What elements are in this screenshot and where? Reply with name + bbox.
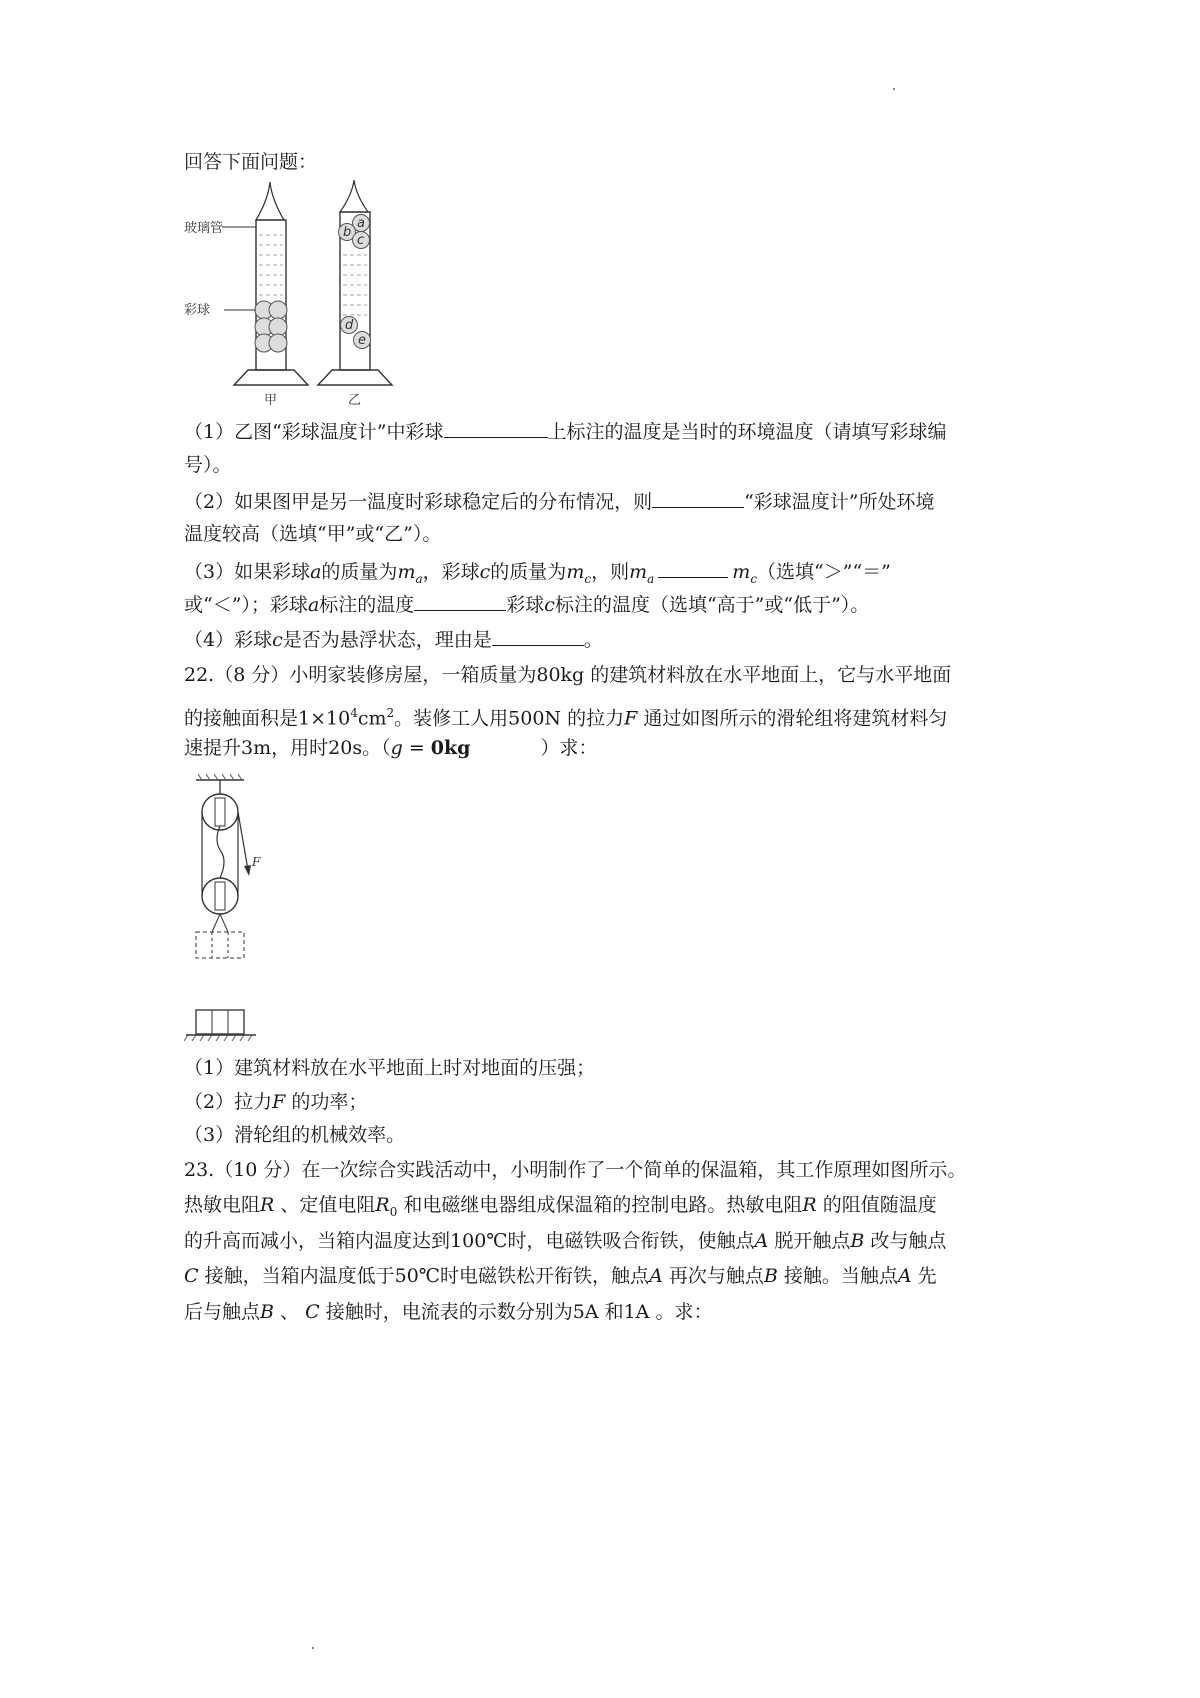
q21-part2-cont: 温度较高（选填“甲”或“乙”）。 (184, 523, 442, 545)
q22-sub1: （1）建筑材料放在水平地面上时对地面的压强； (184, 1057, 596, 1079)
q22-line2: 的接触面积是$1\times 10^4cm^2$。装修工人用500N 的拉力F 通过如图所示的滑轮组将建筑材料匀 (184, 706, 948, 730)
svg-text:a: a (357, 216, 365, 231)
scan-speck (312, 1647, 314, 1649)
label-yi: 乙 (348, 393, 362, 408)
pulley-figure (184, 770, 274, 1050)
label-color-ball: 彩球 (184, 303, 211, 318)
thermometer-jia (222, 182, 308, 385)
q21-part2: （2）如果图甲是另一温度时彩球稳定后的分布情况，则 “彩球温度计”所处环境 (184, 491, 935, 513)
label-F: F (252, 855, 261, 869)
svg-text:b: b (343, 225, 352, 240)
q23-line2: 热敏电阻R 、定值电阻$R_0$ 和电磁继电器组成保温箱的控制电路。热敏电阻R 的阻值随温度 (184, 1194, 937, 1219)
intro-text: 回答下面问题： (184, 151, 318, 173)
svg-text:d: d (345, 318, 354, 333)
q21-part4: （4）彩球c是否为悬浮状态，理由是 。 (184, 629, 603, 651)
q21-part3-cont: 或“＜”）；彩球a标注的温度 彩球c标注的温度（选填“高于”或“低于”）。 (184, 594, 870, 616)
q21-part1-cont: 号）。 (184, 454, 232, 476)
q22-sub2: （2）拉力F 的功率； (184, 1091, 368, 1113)
label-glass-tube: 玻璃管 (184, 221, 224, 236)
svg-text:c: c (357, 233, 365, 248)
q22-line1: 22.（8 分）小明家装修房屋，一箱质量为80kg 的建筑材料放在水平地面上，它与水平地面 (184, 664, 952, 686)
q22-line3: 速提升3m，用时20s。（g = 0kg ）求： (184, 737, 598, 759)
ball-thermometer-figure (184, 180, 444, 410)
q21-part1: （1）乙图“彩球温度计”中彩球 上标注的温度是当时的环境温度（请填写彩球编 (184, 421, 947, 443)
svg-text:e: e (358, 333, 366, 348)
scan-speck (893, 88, 895, 90)
q23-line5: 后与触点B 、 C 接触时，电流表的示数分别为5A 和1A 。求： (184, 1301, 713, 1323)
q23-line4: C 接触，当箱内温度低于50℃时电磁铁松开衔铁，触点A 再次与触点B 接触。当触点A 先 (184, 1265, 937, 1287)
q22-sub3: （3）滑轮组的机械效率。 (184, 1124, 406, 1146)
q23-line3: 的升高而减小，当箱内温度达到100℃时，电磁铁吸合衔铁，使触点A 脱开触点B 改与触点 (184, 1230, 947, 1252)
q23-line1: 23.（10 分）在一次综合实践活动中，小明制作了一个简单的保温箱，其工作原理如图所示。 (184, 1159, 967, 1181)
thermometer-yi (318, 180, 392, 385)
q21-part3: （3）如果彩球a的质量为$m_a$，彩球c的质量为$m_c$，则$m_a$ $m_c$（选填“＞”“＝” (184, 561, 891, 586)
label-jia: 甲 (264, 393, 278, 408)
